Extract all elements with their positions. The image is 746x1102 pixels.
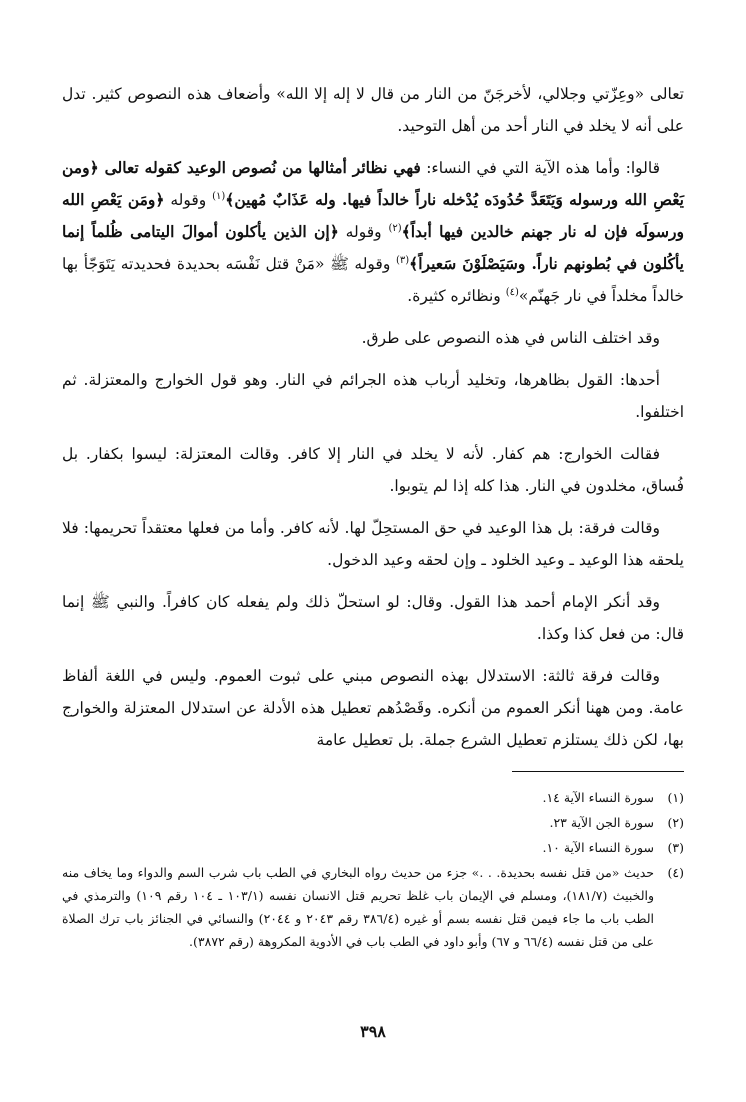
footnote	[62, 861, 684, 953]
quoted-verse: ﴿إن الذين يأكلون أموالَ اليتامى ظُلماً إنما يأكُلون في بُطونهم ناراً. وسَيَصْلَوْنَ سَعيراً﴾	[62, 222, 684, 273]
footnote-ref: (٣)	[395, 254, 410, 266]
text-segment: وقد أنكر الإمام أحمد هذا القول. وقال: لو استحلّ ذلك ولم يفعله كان كافراً. والنبي ﷺ إنما قال: من فعل كذا وكذا.	[62, 593, 684, 643]
footnote-ref: (٤)	[505, 286, 519, 298]
quoted-verse: فهي نظائر أمثالها من نُصوص الوعيد كقوله تعالى ﴿ومن يَعْصِ الله ورسوله وَيَتَعَدَّ حُدُودَه يُدْخله ناراً خالداً فيها. وله عَذَابٌ مُهين﴾	[62, 158, 685, 209]
text-segment: أحدها: القول بظاهرها، وتخليد أرباب هذه الجرائم في النار. وهو قول الخوارج والمعتزلة. ثم اختلفوا.	[62, 371, 684, 421]
footnotes	[62, 786, 684, 955]
footnote-text: حديث «من قتل نفسه بحديدة. . .» جزء من حديث رواه البخاري في الطب باب شرب السم والدواء وما يخاف منه والخبيث (١٨١/٧)، ومسلم في الإيمان باب غلظ تحريم قتل الانسان نفسه (١٠٣/١ ـ ١٠٤ رقم ١٠٩) والترمذي في الطب باب ما جاء فيمن قتل نفسه بسم أو غيره (٣٨٦/٤ رقم ٢٠٤٣ و ٢٠٤٤) والنسائي في الجنائز باب ترك الصلاة على من قتل نفسه (٦٦/٤ و ٦٧) وأبو داود في الطب باب في الأدوية المكروهة (رقم ٣٨٧٢).	[62, 865, 655, 949]
paragraph	[62, 586, 684, 650]
footnote	[62, 786, 684, 809]
footnote-number: (٤)	[667, 865, 684, 880]
footnote-number: (٢)	[667, 815, 684, 830]
text-segment: وقوله ﷺ «مَنْ قتل نَفْسَه بحديدة فحديدته يَتَوَجّأ بها خالداً مخلداً في نار جَهنّم»	[62, 255, 684, 305]
footnote-separator	[512, 771, 684, 772]
footnote	[62, 836, 684, 859]
paragraph	[62, 660, 684, 756]
text-segment: وقالت فرقة: بل هذا الوعيد في حق المستحِلّ لها. لأنه كافر. وأما من فعلها معتقداً تحريمها: فلا يلحقه هذا الوعيد ـ وعيد الخلود ـ وإن لحقه وعيد الدخول.	[62, 519, 684, 569]
text-segment: وقوله	[338, 223, 389, 241]
footnote-number: (١)	[667, 790, 684, 805]
paragraph	[62, 78, 684, 142]
footnote	[62, 811, 684, 834]
paragraph	[62, 364, 684, 428]
footnote-text: سورة النساء الآية ١٤.	[542, 790, 654, 805]
paragraph	[62, 438, 684, 502]
footnote-text: سورة الجن الآية ٢٣.	[549, 815, 654, 830]
footnote-text: سورة النساء الآية ١٠.	[542, 840, 654, 855]
paragraph	[62, 322, 684, 354]
text-segment: ونظائره كثيرة.	[407, 287, 506, 305]
text-segment: وقد اختلف الناس في هذه النصوص على طرق.	[361, 329, 660, 347]
text-segment: وقالت فرقة ثالثة: الاستدلال بهذه النصوص مبني على ثبوت العموم. وليس في اللغة ألفاظ عامة. ومن ههنا أنكر العموم من أنكره. وقَصْدُهم تعطيل هذه الأدلة عن استدلال المعتزلة والخوارج بها، لكن ذلك يستلزم تعطيل الشرع جملة. بل تعطيل عامة	[62, 667, 684, 749]
footnote-ref: (١)	[212, 190, 226, 202]
text-segment: وقوله	[164, 191, 213, 209]
text-segment: تعالى «وعِزّتي وجلالي، لأخرجَنّ من النار من قال لا إله إلا الله» وأضعاف هذه النصوص كثير. تدل على أنه لا يخلد في النار أحد من أهل التوحيد.	[62, 85, 684, 135]
paragraph	[62, 152, 684, 312]
footnote-ref: (٢)	[388, 222, 402, 234]
text-segment: قالوا: وأما هذه الآية التي في النساء:	[420, 159, 660, 177]
page-number: ٣٩٨	[360, 1022, 386, 1041]
quoted-verse: ﴿ومَن يَعْصِ الله ورسولَه فإن له نار جهنم خالدين فيها أبداً﴾	[62, 190, 684, 241]
main-text	[62, 78, 684, 766]
footnote-number: (٣)	[667, 840, 684, 855]
paragraph	[62, 512, 684, 576]
text-segment: فقالت الخوارج: هم كفار. لأنه لا يخلد في النار إلا كافر. وقالت المعتزلة: ليسوا بكفار. بل فُساق، مخلدون في النار. هذا كله إذا لم يتوبوا.	[62, 445, 684, 495]
